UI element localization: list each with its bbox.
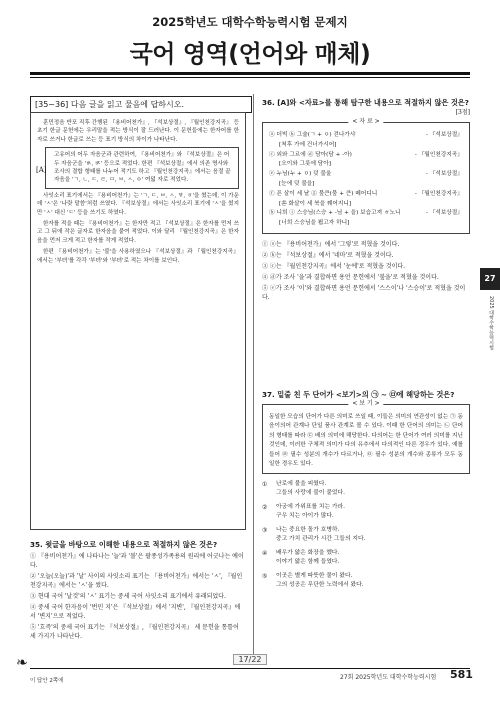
answer-option[interactable]: ③ 현대 국어 '날것'의 'ㅅ' 표기는 중세 국어 사잇소리 표기에서 유래되었다. (30, 593, 226, 600)
material-text: ⓗ 니희 ⓘ 스승님(스승 + -님 + 을) 보습고져 ㅎ노니 (269, 210, 401, 217)
page-number: 581 (450, 668, 473, 681)
material-gloss: [눈에 덧 불을] (279, 180, 315, 187)
material-row (269, 170, 463, 180)
question-title: 37. 밑줄 친 두 단어가 <보기>의 ㉠ ~ ㉤에 해당하는 것은? (262, 390, 455, 399)
side-tab: 27 (480, 268, 500, 290)
material-source: - 『석보상절』 (425, 132, 463, 138)
points-badge: [3점] (455, 109, 470, 116)
question-36 (262, 98, 470, 304)
passage-instruction: [35~36] 다음 글을 읽고 물음에 답하시오. (30, 96, 252, 113)
answer-option[interactable]: ④ ⓓ가 조사 '을'과 결합하면 용언 문헌에서 '붚을'로 적혔을 것이다. (262, 273, 439, 281)
answer-option[interactable] (262, 572, 470, 590)
example-sentence: 이곳은 별게 따뜻한 물이 왔다. (276, 573, 353, 580)
answer-option[interactable]: ② ⓑ는 『석보상절』에서 '네마'로 적혔을 것이다. (262, 251, 394, 259)
material-row (269, 141, 463, 151)
material-box-label: < 자 료 > (348, 117, 383, 127)
header-rule-thin (30, 77, 470, 78)
material-gloss: [너희 스승님을 뵙고자 하니] (279, 220, 350, 227)
example-sentence: 구우 치는 아이가 많다. (276, 513, 334, 520)
question-title: 36. [A]와 <자료>를 통해 탐구한 내용으로 적절하지 않은 것은? (262, 98, 469, 107)
example-sentence: 그들의 사랑에 불이 붙었다. (276, 490, 345, 497)
material-text: ⓒ 외와 그르에 ⓓ 담아(담 + -아) (269, 151, 352, 158)
passage-paragraph: 한편 『용비어천가』는 '불'을 사용하였으나 『석보상절』과 『월인천강지곡』에서는 '부텨'를 각각 '부텨'와 '부텨'로 적는 차이를 보인다. (37, 249, 239, 264)
material-row (269, 160, 463, 170)
answer-option[interactable]: ⑤ ⓔ가 조사 '이'와 결합하면 용언 문헌에서 '스스이'나 '스승이'로 적혔을 것이다. (262, 284, 466, 301)
reading-passage (30, 112, 246, 530)
bracket-a-text: 고유어의 어두 자음군과 관련하여, 『용비어천가』와 『석보상절』은 어두 자음군을 'ㅄ, ㅶ' 등으로 적었다. 한편 『석보상절』에서 의존 명사와 조사의 결합 형태를 나누어 적기도 하고 『월인천강지곡』에서는 음절 끝 자음을 'ㄱ, ㄴ, ㄷ, ㄹ, ㅁ, ㅂ, ㅅ, ㆁ' 여덟 자로 적었다. (54, 152, 231, 184)
material-row (269, 200, 463, 210)
material-row (269, 209, 463, 219)
answer-option[interactable] (262, 503, 470, 521)
example-sentence: 배우가 얇은 화장을 했다. (276, 550, 340, 557)
question-37 (262, 390, 470, 595)
example-sentence: 나는 중요한 돌가 호병하. (276, 527, 340, 534)
material-row (269, 151, 463, 161)
example-sentence: 이야기 얇은 함께 들였다. (276, 559, 340, 566)
material-gloss: [쏜 화살이 세 북을 꿰어지니] (279, 200, 352, 207)
material-row (269, 219, 463, 229)
column-divider (253, 94, 254, 659)
leaf-icon: ❧ (16, 655, 28, 671)
exam-header: 2025학년도 대학수학능력시험 문제지 (152, 15, 348, 29)
example-sentence: 그의 성공은 무단한 노력에서 왔다. (276, 582, 364, 589)
material-row (269, 131, 463, 141)
answer-option[interactable]: ① 『용비어천가』에 나타나는 '늘'과 '볼'은 팔종성가족용의 원리에 어긋나는 예이다. (30, 553, 244, 569)
answer-option[interactable] (262, 480, 470, 498)
bracket-a-box (36, 147, 239, 189)
footer-rule (30, 668, 470, 669)
material-gloss: [척후 가에 건너가시어] (279, 141, 337, 148)
answer-option[interactable]: ④ 중세 국어 한자음이 '번민 지'은 『석보상절』에서 '지변', 『월인천강지곡』에서 '변지'으로 적었다. (30, 604, 241, 620)
footer-note: 이 답안 2쪽에 (30, 678, 64, 684)
example-sentence: 중고 가치 관리가 시간 그들의 지다. (276, 536, 366, 543)
example-sentence: 아궁에 가위표를 치는 가라. (276, 504, 345, 511)
bogi-box-label: < 보 기 > (348, 399, 383, 408)
question-35 (30, 540, 246, 643)
question-title: 35. 윗글을 바탕으로 이해한 내용으로 적절하지 않은 것은? (30, 540, 218, 549)
exam-title: 국어 영역(언어와 매체) (129, 40, 371, 68)
answer-option[interactable]: ① ⓐ는 『용비어천가』에서 '그렇'로 적혔을 것이다. (262, 240, 400, 248)
option-number: ④ (262, 550, 268, 558)
material-row (269, 180, 463, 190)
option-number: ③ (262, 527, 268, 535)
answer-option[interactable]: ③ ⓒ는 『월인천강지곡』에서 '눈에'로 적혔을 것이다. (262, 262, 406, 270)
material-source: - 『월인천강지곡』 (414, 151, 463, 158)
passage-paragraph: 훈민정음 반포 직후 간행된 『용비어천가』, 『석보상절』, 『월인천강지곡』 등 초기 한글 문헌에는 우리말을 적는 방식이 잘 드러난다. 이 문헌들에는 한자어를 한자로 쓰거나 한글로 쓰는 등 표기 방식의 차이가 나타난다. (37, 120, 239, 143)
option-number: ① (262, 481, 268, 489)
material-source: - 『석보상절』 (425, 210, 463, 217)
material-text: ⓕ 픈 살이 세 낱 ⓖ 붚큰(붚 + 큰) 떼어디니 (269, 190, 378, 197)
example-sentence: 난로에 불을 피웠다. (276, 481, 327, 488)
answer-option[interactable] (262, 549, 470, 567)
material-box (262, 118, 470, 234)
material-source: - 『월인천강지곡』 (414, 190, 463, 197)
option-number: ② (262, 504, 268, 512)
side-label: 2025 대학수학능력시험 (488, 296, 494, 351)
answer-option[interactable]: ② '오늘(오늘)'과 '날' 사이의 사잇소리 표기는 『용비어천가』에서는 'ㅅ', 『월인천강지곡』에서는 'ㅅ'을 썼다. (30, 573, 243, 589)
bracket-a-tag: [A] (36, 166, 47, 175)
material-row (269, 190, 463, 200)
material-gloss: [오이와 그릇에 담아] (279, 161, 332, 168)
passage-paragraph: 한자를 적을 때는 『용비어천가』는 한자만 적고 『석보상절』은 한자를 먼저 쓰고 그 뒤에 작은 글자로 한자음을 붙여 적었다. 이와 달리 『월인천강지곡』은 한자음을 먼저 크게 적고 한자를 작게 적었다. (37, 221, 239, 244)
material-source: - 『석보상절』 (425, 171, 463, 178)
footer-source: 27회 2025학년도 대학수학능력시험 (340, 674, 437, 681)
option-number: ⑤ (262, 573, 268, 581)
header-rule (30, 72, 470, 75)
answer-option[interactable] (262, 526, 470, 544)
passage-paragraph: 사잇소리 표기에서는 『용비어천가』는 'ㄱ, ㄷ, ㅂ, ㅅ, ㅸ, ㆆ'을 썼는데, 이 가운데 'ㅅ'은 '나랏 말씀'처럼 쓰였다. 『석보상절』에서는 사잇소리 표기에 'ㅅ'을 썼지만 'ㅅ' 대신 'ㄷ' 등을 쓰기도 하였다. (37, 192, 239, 216)
bogi-text: 동일한 모습의 단어가 다른 의미로 쓰일 때, 이들은 의미의 연관성이 없는 ㉠ 동음이의어 관계나 단일 품사 관계로 볼 수 있다. 이때 한 단어의 의미는 ㉡ 단어의 형태를 따라 ㉢ 배의 의미에 해당한다. 다의어는 한 단어가 여러 의미를 지닌 것인데, 이러한 구체적 의미가 다의 유추에서 다의적인 다른 경우가 있다. 예를 들어 ㉣ 필수 성분의 개수가 다르거나, ㉤ 필수 성분의 개수와 종류가 모두 동일한 경우도 있다. (269, 414, 464, 468)
page-counter: 17/22 (233, 654, 267, 665)
material-text: ⓔ 누님(누 + ㅇ) 덧 불울 (269, 171, 332, 178)
answer-option[interactable]: ⑤ '흐즉'의 중세 국어 표기는 『석보상절』, 『월인천강지곡』 세 문헌을 통틀어 세 가지가 나타난다. (30, 624, 239, 640)
bogi-box (262, 400, 470, 474)
material-text: ⓐ 더빅 ⓑ 그술(ㄱ + ㅇ) 걷나가샤 (269, 132, 356, 138)
